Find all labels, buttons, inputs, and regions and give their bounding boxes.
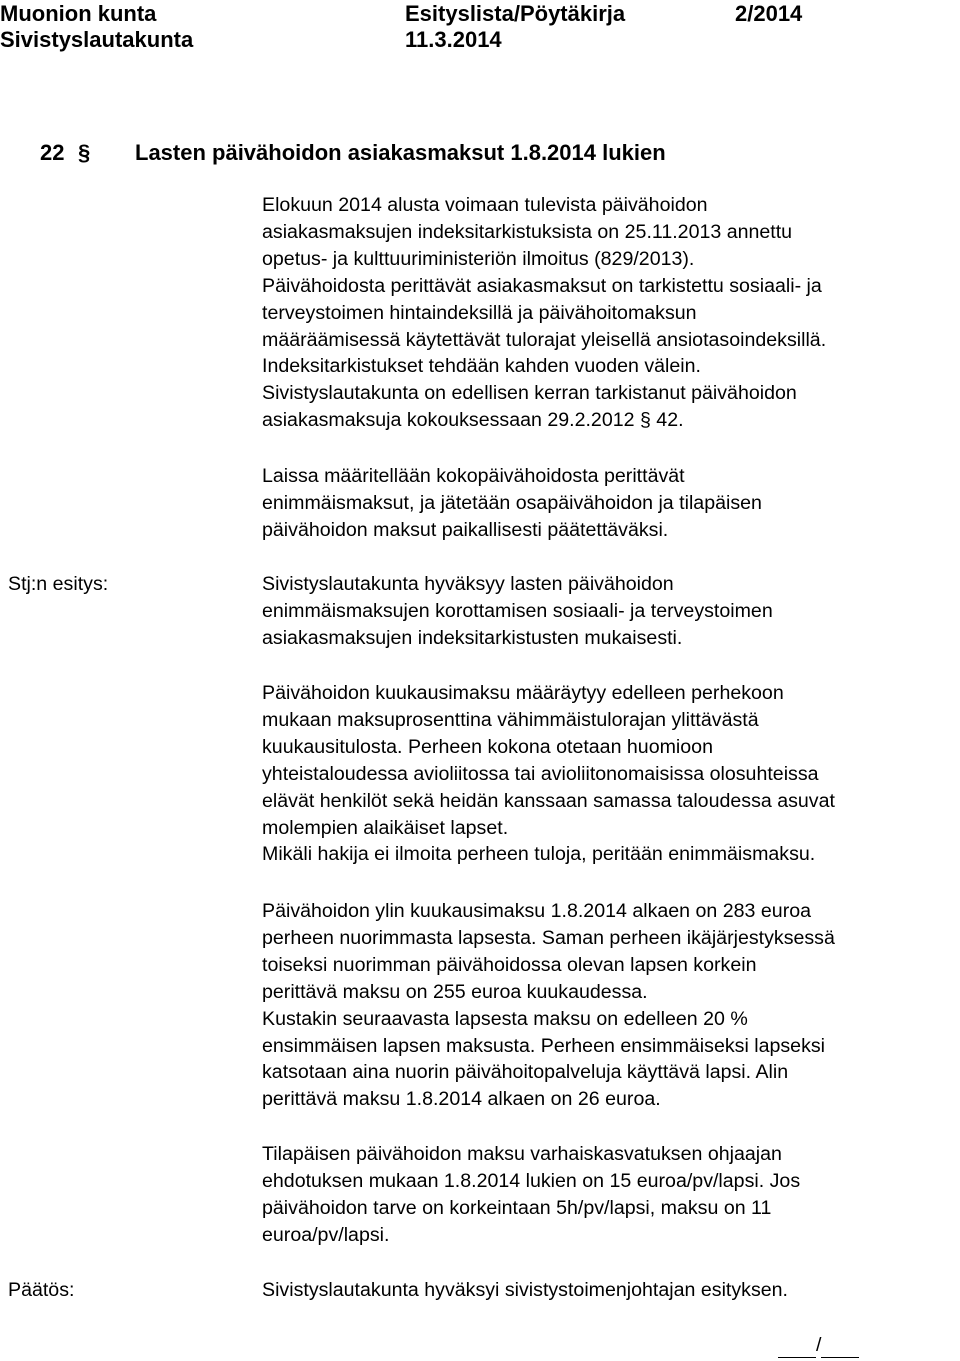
text-line: ensimmäisen lapsen maksusta. Perheen ensimmäiseksi lapseksi (262, 1034, 826, 1057)
paragraph-fee-amounts (262, 898, 956, 1113)
text-line: Tilapäisen päivähoidon maksu varhaiskasvatuksen ohjaajan (262, 1143, 782, 1165)
text-line: päivähoidon maksut paikallisesti päätettäväksi. (262, 518, 669, 541)
text-line: Sivistyslautakunta hyväksyi sivistystoimenjohtajan esityksen. (262, 1279, 788, 1301)
paragraph-background (262, 192, 956, 434)
text-line: Laissa määritellään kokopäivähoidosta perittävät (262, 465, 685, 487)
text-line: enimmäismaksujen korottamisen sosiaali- ja terveystoimen (262, 599, 773, 622)
text-line: Päivähoidon ylin kuukausimaksu 1.8.2014 alkaen on 283 euroa (262, 900, 812, 922)
initials-separator: / (816, 1334, 822, 1356)
header-committee: Sivistyslautakunta (0, 27, 194, 52)
text-line: Kustakin seuraavasta lapsesta maksu on edelleen 20 % (262, 1007, 748, 1030)
header-date: 11.3.2014 (405, 27, 502, 52)
text-line: euroa/pv/lapsi. (262, 1223, 390, 1246)
text-line: Mikäli hakija ei ilmoita perheen tuloja, peritään enimmäismaksu. (262, 843, 816, 866)
paragraph-monthly-fee (262, 680, 956, 868)
text-line: kuukausitulosta. Perheen kokona otetaan huomioon (262, 735, 713, 758)
label-proposal: Stj:n esitys: (8, 573, 109, 595)
text-line: asiakasmaksujen indeksitarkistusten mukaisesti. (262, 626, 683, 649)
text-line: Päivähoidosta perittävät asiakasmaksut on tarkistettu sosiaali- ja (262, 274, 822, 297)
text-line: asiakasmaksuja kokouksessaan 29.2.2012 § 42. (262, 409, 684, 432)
label-decision: Päätös: (8, 1279, 75, 1301)
paragraph-law (262, 463, 956, 544)
text-line: perheen nuorimmasta lapsesta. Saman perheen ikäjärjestyksessä (262, 926, 835, 949)
header-doc-type: Esityslista/Pöytäkirja (405, 1, 626, 26)
text-line: määräämisessä käytettävät tulorajat yleisellä ansiotasoindeksillä. (262, 328, 827, 351)
text-line: elävät henkilöt sekä heidän kanssaan samassa taloudessa asuvat (262, 789, 835, 812)
header-municipality: Muonion kunta (0, 1, 157, 26)
text-line: Päivähoidon kuukausimaksu määräytyy edelleen perhekoon (262, 682, 784, 704)
initials-line (778, 1332, 859, 1358)
section-title: Lasten päivähoidon asiakasmaksut 1.8.2014 lukien (135, 140, 666, 165)
text-line: päivähoidon tarve on korkeintaan 5h/pv/lapsi, maksu on 11 (262, 1196, 772, 1219)
text-line: enimmäismaksut, ja jätetään osapäivähoidon ja tilapäisen (262, 491, 762, 514)
section-number: 22 (40, 140, 65, 165)
text-line: perittävä maksu on 255 euroa kuukaudessa. (262, 980, 648, 1003)
text-line: Elokuun 2014 alusta voimaan tulevista päivähoidon (262, 194, 708, 216)
text-line: Sivistyslautakunta hyväksyy lasten päivähoidon (262, 573, 674, 595)
text-line: ehdotuksen mukaan 1.8.2014 lukien on 15 euroa/pv/lapsi. Jos (262, 1169, 801, 1192)
text-line: Sivistyslautakunta on edellisen kerran tarkistanut päivähoidon (262, 382, 797, 405)
header-doc-number: 2/2014 (735, 1, 803, 26)
text-line: perittävä maksu 1.8.2014 alkaen on 26 euroa. (262, 1088, 661, 1111)
text-line: opetus- ja kulttuuriministeriön ilmoitus (829/2013). (262, 247, 695, 270)
paragraph-temporary-care (262, 1141, 956, 1249)
text-line: toiseksi nuorimman päivähoidossa olevan lapsen korkein (262, 953, 757, 976)
text-line: molempien alaikäiset lapset. (262, 816, 509, 839)
text-line: mukaan maksuprosenttina vähimmäistulorajan ylittävästä (262, 708, 759, 731)
text-line: asiakasmaksujen indeksitarkistuksista on 25.11.2013 annettu (262, 220, 793, 243)
section-symbol: § (78, 140, 91, 165)
paragraph-decision (262, 1277, 956, 1304)
paragraph-proposal (262, 571, 956, 652)
text-line: yhteistaloudessa avioliitossa tai avioliitonomaisissa olosuhteissa (262, 762, 819, 785)
text-line: Indeksitarkistukset tehdään kahden vuoden välein. (262, 355, 701, 378)
text-line: katsotaan aina nuorin päivähoitopalveluja käyttävä lapsi. Alin (262, 1061, 789, 1084)
text-line: terveystoimen hintaindeksillä ja päivähoitomaksun (262, 301, 697, 324)
